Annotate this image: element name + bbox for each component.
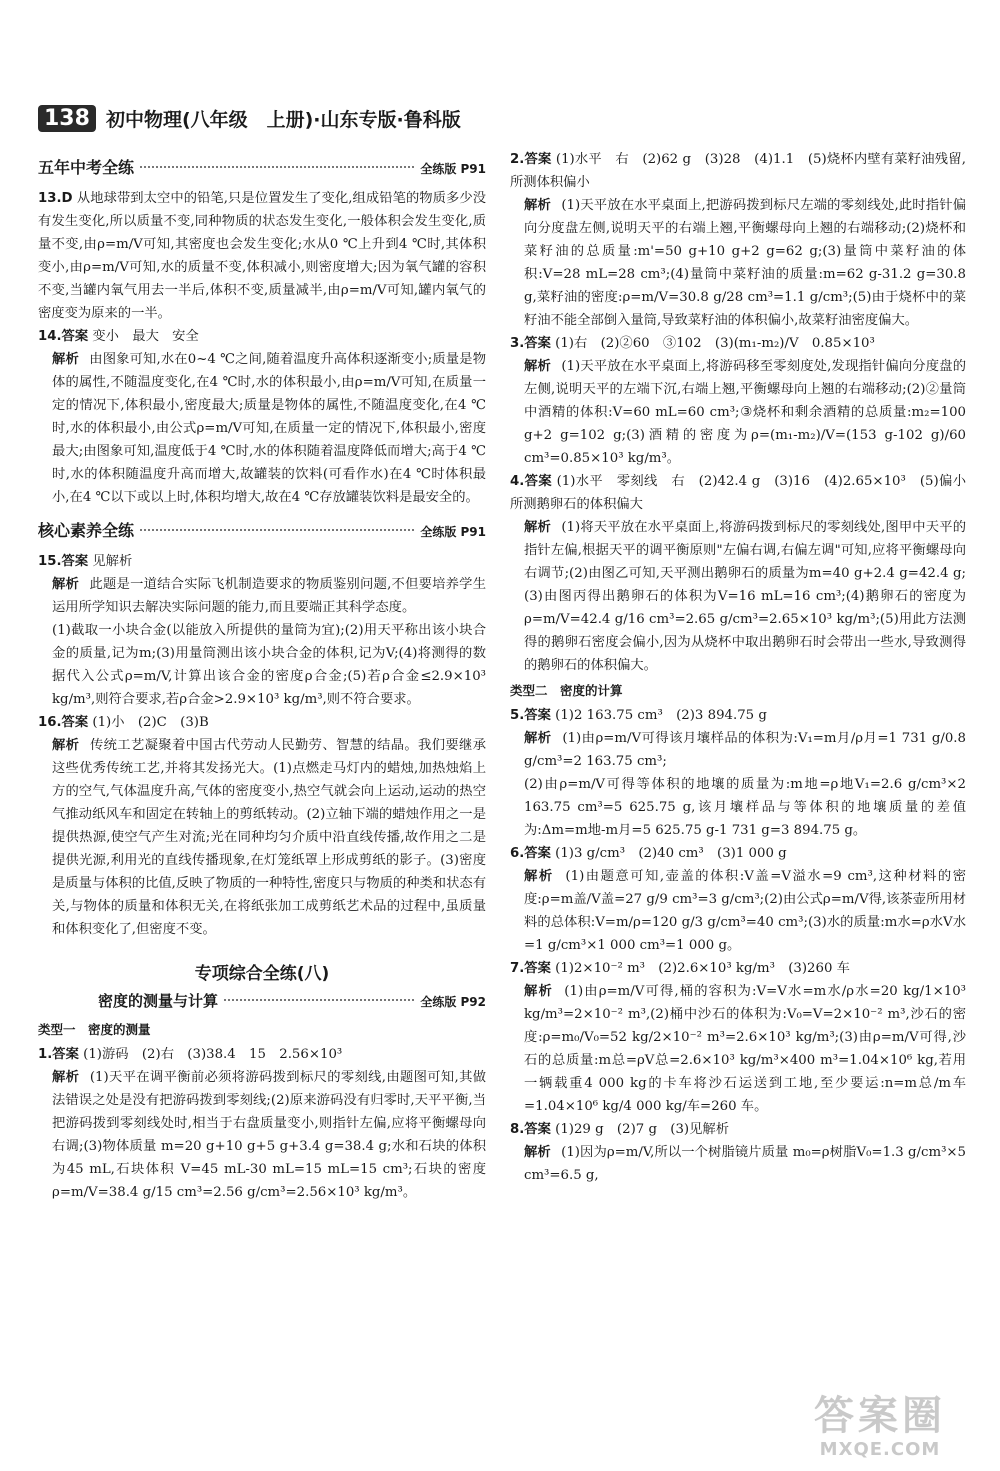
question-5-analysis-2 — [510, 773, 966, 842]
analysis-text: (2)由ρ=m/V可得等体积的地壤的质量为:m地=ρ地V₁=2.6 g/cm³×2 163.75 cm³=5 625.75 g,该月壤样品与等体积的地壤质量的差值为:Δm=m地-m月=5 625.75 g-1 731 g=3 894.75 g。 — [524, 777, 966, 838]
question-7-analysis — [510, 980, 966, 1118]
analysis-label: 解析 — [524, 520, 551, 535]
question-number: 4.答案 — [510, 474, 552, 489]
question-number: 1.答案 — [38, 1047, 79, 1062]
question-6-answer — [510, 842, 966, 865]
special-subtitle: 密度的测量与计算 — [98, 992, 219, 1010]
question-13 — [38, 187, 486, 325]
question-6-analysis — [510, 865, 966, 957]
analysis-label: 解析 — [52, 1070, 80, 1085]
question-number: 7.答案 — [510, 961, 551, 976]
question-15-steps — [38, 619, 486, 711]
section-ref: 全练版 P91 — [420, 162, 486, 176]
question-16-analysis — [38, 734, 486, 941]
question-2-analysis — [510, 194, 966, 332]
page-header — [38, 100, 968, 136]
answer-text: (1)29 g (2)7 g (3)见解析 — [555, 1122, 729, 1137]
answer-text: (1)2×10⁻² m³ (2)2.6×10³ kg/m³ (3)260 车 — [555, 961, 850, 976]
analysis-text: (1)因为ρ=m/V,所以一个树脂镜片质量 m₀=ρ树脂V₀=1.3 g/cm³×5 cm³=6.5 g, — [524, 1145, 967, 1183]
question-8-answer — [510, 1118, 966, 1141]
question-1-analysis — [38, 1066, 486, 1204]
question-4-answer — [510, 470, 980, 516]
watermark-text: 答案圈 — [814, 1393, 946, 1439]
analysis-label: 解析 — [524, 198, 551, 213]
type-label: 类型二 密度的计算 — [510, 683, 623, 698]
question-14-analysis — [38, 348, 486, 509]
watermark-url: MXQE.COM — [819, 1439, 941, 1460]
analysis-label: 解析 — [524, 984, 553, 999]
analysis-label: 解析 — [524, 359, 551, 374]
answer-text: (1)右 (2)②60 ③102 (3)(m₁-m₂)/V 0.85×10³ — [555, 336, 875, 351]
question-16-answer — [38, 711, 486, 734]
answer-text: 变小 最大 安全 — [92, 329, 199, 344]
answer-text: (1)游码 (2)右 (3)38.4 15 2.56×10³ — [83, 1047, 343, 1062]
analysis-text: 传统工艺凝聚着中国古代劳动人民勤劳、智慧的结晶。我们要继承这些优秀传统工艺,并将其发扬光大。(1)点燃走马灯内的蜡烛,加热烛焰上方的空气,气体温度升高,气体的密度变小,热空气就会向上运动,运动的热空气推动纸风车和固定在转轴上的剪纸转动。(2)立轴下端的蜡烛作用之一是提供热源,使空气产生对流;光在同种均匀介质中沿直线传播,故作用之二是提供光源,利用光的直线传播现象,在灯笼纸罩上形成剪纸的影子。(3)密度是质量与体积的比值,反映了物质的一种特性,密度只与物质的种类和状态有关,与物体的质量和体积无关,在将纸张加工成剪纸艺术品的过程中,虽质量和体积变化了,但密度不变。 — [52, 738, 487, 937]
question-number: 15.答案 — [38, 554, 89, 569]
analysis-label: 解析 — [52, 352, 79, 367]
answer-text: (1)3 g/cm³ (2)40 cm³ (3)1 000 g — [555, 846, 787, 861]
question-number: 2.答案 — [510, 152, 552, 167]
question-3-answer — [510, 332, 966, 355]
question-15-answer — [38, 550, 486, 573]
analysis-text: 由图象可知,水在0~4 ℃之间,随着温度升高体积逐渐变小;质量是物体的属性,不随温度变化,在4 ℃时,水的体积最小,由ρ=m/V可知,在质量一定的情况下,体积最小,密度最大;质量是物体的属性,不随温度变化,在4 ℃时,水的体积最小,由公式ρ=m/V可知,在质量一定的情况下,体积最小,密度最大;由图象可知,温度低于4 ℃时,水的体积随着温度降低而增大;高于4 ℃时,水的体积随温度升高而增大,故罐装的饮料(可看作水)在4 ℃时体积最小,在4 ℃以下或以上时,体积均增大,故在4 ℃存放罐装饮料是最安全的。 — [52, 352, 486, 505]
answer-text: (1)水平 右 (2)62 g (3)28 (4)1.1 (5)烧杯内壁有菜籽油残留,所测体积偏小 — [510, 152, 966, 190]
analysis-text: 此题是一道结合实际飞机制造要求的物质鉴别问题,不但要培养学生运用所学知识去解决实际问题的能力,而且要端正其科学态度。 — [52, 577, 487, 615]
analysis-text: (1)天平放在水平桌面上,把游码拨到标尺左端的零刻线处,此时指针偏向分度盘左侧,说明天平的右端上翘,平衡螺母向上翘的右端移动;(2)烧杯和菜籽油的总质量:m'=50 g+10 g+2 g=62 g;(3)量筒中菜籽油的体积:V=28 mL=28 cm³;(4)量筒中菜籽油的质量:m=62 g-31.2 g=30.8 g,菜籽油的密度:ρ=m/V=30.8 g/28 cm³=1.1 g/cm³;(5)由于烧杯中的菜籽油不能全部倒入量筒,导致菜籽油的体积偏小,故菜籽油密度偏大。 — [524, 198, 967, 328]
special-subheader — [98, 990, 486, 1014]
section-title: 五年中考全练 — [38, 158, 135, 177]
analysis-text: (1)天平放在水平桌面上,将游码移至零刻度处,发现指针偏向分度盘的左侧,说明天平的左端下沉,右端上翘,平衡螺母向上翘的右端移动;(2)②量筒中酒精的体积:V=60 mL=60 cm³;③烧杯和剩余酒精的总质量:m₂=100 g+2 g=102 g;(3)酒精的密度为ρ=(m₁-m₂)/V=(153 g-102 g)/60 cm³=0.85×10³ kg/m³。 — [524, 359, 967, 466]
question-1-answer — [38, 1043, 486, 1066]
special-title: 专项综合全练(八) — [194, 964, 330, 984]
question-number: 14.答案 — [38, 329, 89, 344]
question-number: 3.答案 — [510, 336, 551, 351]
analysis-text: (1)由题意可知,壶盖的体积:V盖=V溢水=9 cm³,这种材料的密度:ρ=m盖/V盖=27 g/9 cm³=3 g/cm³;(2)由公式ρ=m/V得,该茶壶所用材料的总体积:V=m/ρ=120 g/3 g/cm³=40 cm³;(3)水的质量:m水=ρ水V水=1 g/cm³×1 000 cm³=1 000 g。 — [524, 869, 967, 953]
section-ref: 全练版 P92 — [420, 995, 486, 1009]
analysis-label: 解析 — [524, 869, 554, 884]
book-title: 初中物理(八年级 上册)·山东专版·鲁科版 — [105, 108, 461, 131]
answer-text: (1)小 (2)C (3)B — [92, 715, 209, 730]
analysis-label: 解析 — [524, 1145, 551, 1160]
section-header — [38, 519, 486, 544]
watermark-logo — [780, 1393, 980, 1463]
analysis-text: (1)将天平放在水平桌面上,将游码拨到标尺的零刻线处,图甲中天平的指针左偏,根据天平的调平衡原则"左偏右调,右偏左调"可知,应将平衡螺母向右调节;(2)由图乙可知,天平测出鹅卵石的质量为m=40 g+2.4 g=42.4 g;(3)由图丙得出鹅卵石的体积为V=16 mL=16 cm³;(4)鹅卵石的密度为ρ=m/V=42.4 g/16 cm³=2.65 g/cm³=2.65×10³ kg/m³;(5)用此方法测得的鹅卵石密度会偏小,因为从烧杯中取出鹅卵石时会带出一些水,导致测得的鹅卵石的体积偏大。 — [524, 520, 967, 673]
section-ref: 全练版 P91 — [420, 525, 486, 539]
question-number: 6.答案 — [510, 846, 551, 861]
page-number: 138 — [38, 105, 96, 132]
analysis-text: (1)截取一小块合金(以能放入所提供的量筒为宜);(2)用天平称出该小块合金的质量,记为m;(3)用量筒测出该小块合金的体积,记为V;(4)将测得的数据代入公式ρ=m/V,计算出该合金的密度ρ合金;(5)若ρ合金≤2.9×10³ kg/m³,则符合要求,若ρ合金>2.9×10³ kg/m³,则不符合要求。 — [52, 623, 486, 707]
left-column — [38, 148, 486, 1204]
analysis-label: 解析 — [52, 577, 80, 592]
question-number: 8.答案 — [510, 1122, 551, 1137]
leader-dots — [140, 528, 414, 531]
question-number: 5.答案 — [510, 708, 551, 723]
question-15-analysis — [38, 573, 486, 619]
question-number: 16.答案 — [38, 715, 89, 730]
answer-text: (1)水平 零刻线 右 (2)42.4 g (3)16 (4)2.65×10³ (5)偏小 所测鹅卵石的体积偏大 — [510, 474, 980, 512]
question-7-answer — [510, 957, 966, 980]
question-5-analysis — [510, 727, 966, 773]
leader-dots — [224, 998, 414, 1001]
analysis-text: (1)天平在调平衡前必须将游码拨到标尺的零刻线,由题图可知,其做法错误之处是没有把游码拨到零刻线;(2)原来游码没有归零时,天平平衡,当把游码拨到零刻线处时,相当于右盘质量变小,则指针左偏,应将平衡螺母向右调;(3)物体质量 m=20 g+10 g+5 g+3.4 g=38.4 g;水和石块的体积为45 mL,石块体积 V=45 mL-30 mL=15 mL=15 cm³;石块的密度 ρ=m/V=38.4 g/15 cm³=2.56 g/cm³=2.56×10³ kg/m³。 — [52, 1070, 487, 1200]
analysis-text: (1)由ρ=m/V可得该月壤样品的体积为:V₁=m月/ρ月=1 731 g/0.8 g/cm³=2 163.75 cm³; — [524, 731, 966, 769]
analysis-label: 解析 — [52, 738, 80, 753]
question-text: 从地球带到太空中的铅笔,只是位置发生了变化,组成铅笔的物质多少没有发生变化,所以质量不变,同种物质的状态发生变化,一般体积会发生变化,质量不变,由ρ=m/V可知,其密度也会发生变化;水从0 ℃上升到4 ℃时,其体积变小,由ρ=m/V可知,水的质量不变,体积减小,则密度增大;因为氧气罐的容积不变,当罐内氧气用去一半后,体积不变,质量减半,由ρ=m/V可知,罐内氧气的密度变为原来的一半。 — [38, 191, 487, 321]
leader-dots — [140, 165, 414, 168]
right-column — [510, 148, 980, 1187]
question-14-answer — [38, 325, 486, 348]
answer-text: 见解析 — [92, 554, 133, 569]
question-2-answer — [510, 148, 966, 194]
question-3-analysis — [510, 355, 966, 470]
question-4-analysis — [510, 516, 966, 677]
analysis-label: 解析 — [524, 731, 552, 746]
question-8-analysis — [510, 1141, 966, 1187]
type-label: 类型一 密度的测量 — [38, 1022, 151, 1037]
answer-text: (1)2 163.75 cm³ (2)3 894.75 g — [555, 708, 767, 723]
section-title: 核心素养全练 — [38, 521, 135, 540]
section-header — [38, 156, 486, 181]
question-number: 13.D — [38, 191, 73, 206]
question-5-answer — [510, 704, 966, 727]
analysis-text: (1)由ρ=m/V可得,桶的容积为:V=V水=m水/ρ水=20 kg/1×10³ kg/m³=2×10⁻² m³,(2)桶中沙石的体积为:V₀=V=2×10⁻² m³,沙石的密度:ρ=m₀/V₀=52 kg/2×10⁻² m³=2.6×10³ kg/m³;(3)由ρ=m/V可得,沙石的总质量:m总=ρV总=2.6×10³ kg/m³×400 m³=1.04×10⁶ kg,若用一辆载重4 000 kg的卡车将沙石运送到工地,至少要运:n=m总/m车=1.04×10⁶ kg/4 000 kg/车=260 车。 — [524, 984, 967, 1114]
